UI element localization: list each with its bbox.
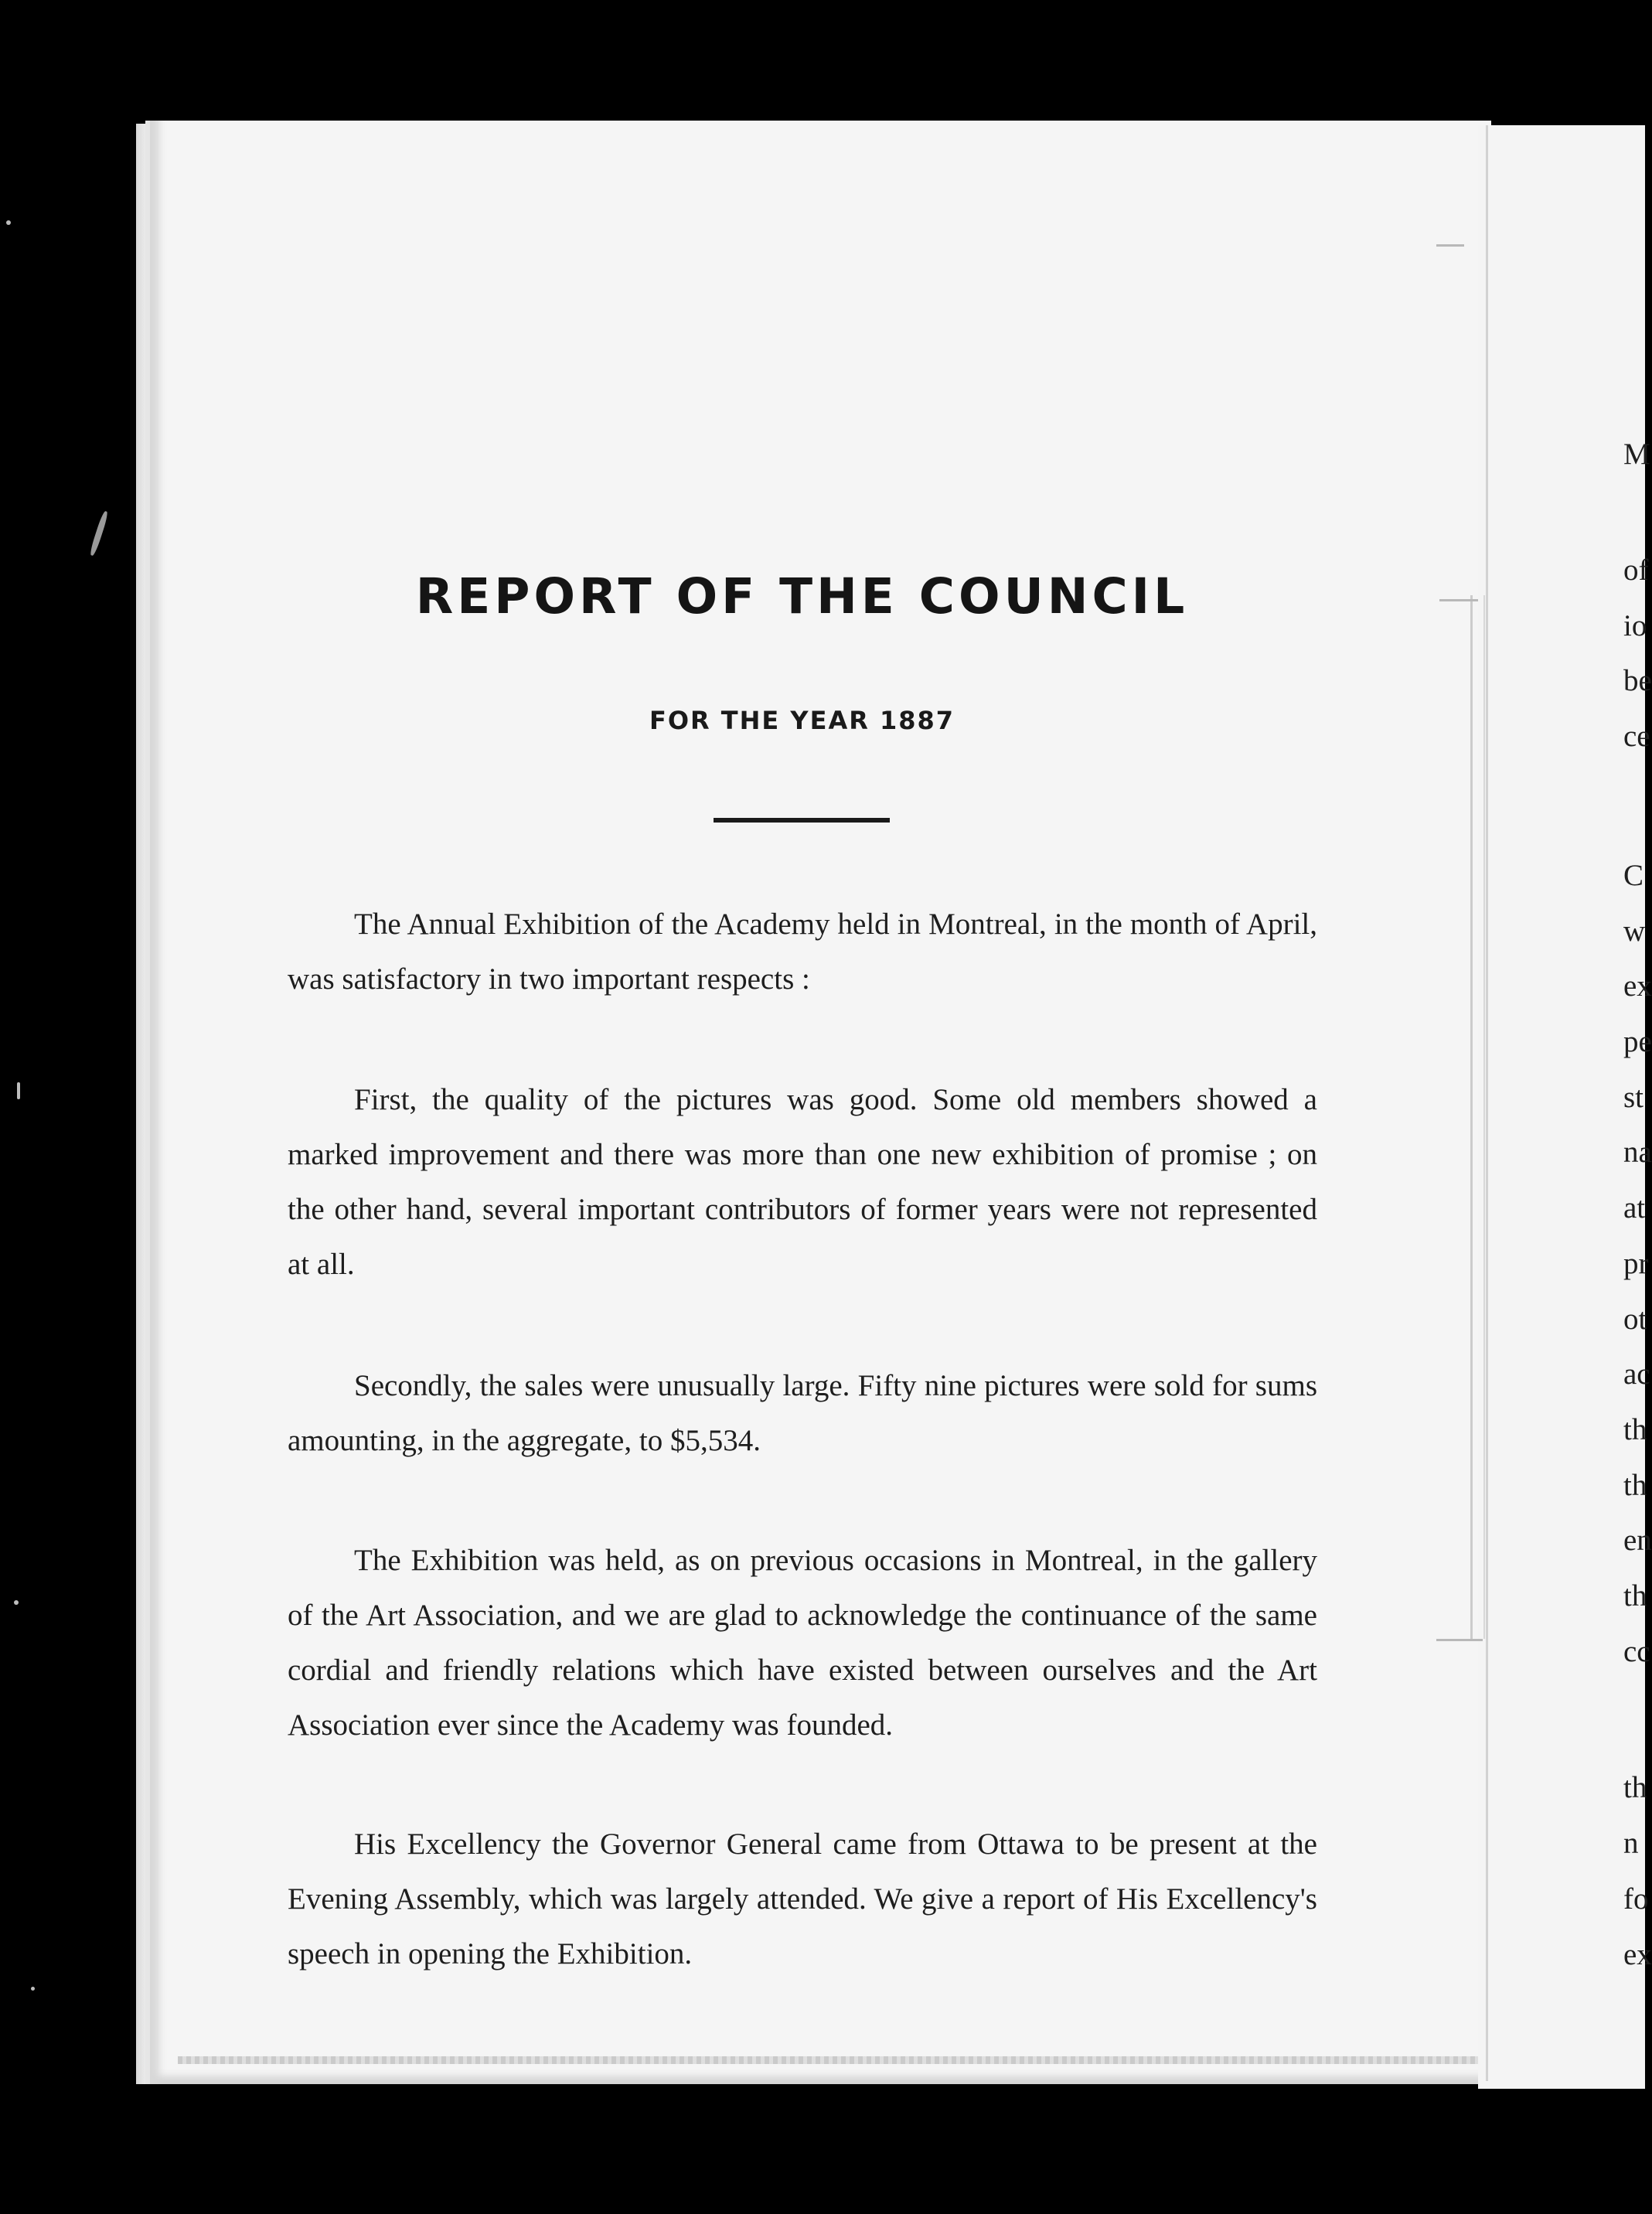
facing-page-fragment: cc	[1623, 1635, 1650, 1668]
facing-page-fragment: of	[1623, 554, 1649, 587]
binding-thread	[1470, 595, 1485, 1639]
facing-page-fragment: be	[1623, 664, 1652, 697]
gutter-mark	[1436, 244, 1464, 247]
facing-page-fragment: n	[1623, 1827, 1639, 1860]
paragraph-sales: Secondly, the sales were unusually large. Fifty nine pictures were sold for sums amounting, in the aggregate, to $5,534.	[288, 1369, 1317, 1457]
facing-page-fragment: na	[1623, 1136, 1652, 1169]
facing-page-fragment: pe	[1623, 1025, 1652, 1058]
facing-page-fragment: fo	[1623, 1882, 1649, 1916]
page-bottom-edge	[178, 2056, 1484, 2064]
facing-page-fragment: ex	[1623, 969, 1652, 1003]
facing-page-fragment: w	[1623, 915, 1646, 948]
gutter-mark	[1439, 599, 1478, 601]
facing-page-fragment: ex	[1623, 1938, 1652, 1971]
facing-page-fragment: C	[1623, 859, 1644, 892]
page-gutter	[1486, 125, 1488, 2081]
facing-page-fragment: en	[1623, 1524, 1652, 1557]
facing-page-fragment: th	[1623, 1469, 1647, 1502]
facing-page-fragment: ac	[1623, 1357, 1650, 1391]
facing-page-fragment: th	[1623, 1413, 1647, 1446]
facing-page	[1478, 125, 1645, 2089]
facing-page-fragment: at	[1623, 1191, 1646, 1225]
paragraph-art-association: The Exhibition was held, as on previous occasions in Montreal, in the gallery of the Art Association, and we are glad to acknowledge the continuance of the same cordial and friendly relations which have existed between ourselves and the Art Association ever since the Academy was founded.	[288, 1544, 1317, 1742]
margin-speck	[14, 1600, 19, 1605]
facing-page-fragment: ce	[1623, 720, 1650, 753]
margin-speck	[6, 220, 11, 225]
facing-page-fragment: pr	[1623, 1247, 1649, 1280]
facing-page-fragment: th	[1623, 1579, 1647, 1613]
facing-page-fragment: ot	[1623, 1303, 1647, 1336]
gutter-mark	[1436, 1639, 1483, 1641]
facing-page-fragment: st	[1623, 1081, 1644, 1114]
paragraph-governor-general: His Excellency the Governor General came from Ottawa to be present at the Evening Assembly, which was largely attended. We give a report of His Excellency's speech in opening the Exhibition.	[288, 1827, 1317, 1970]
report-title: REPORT OF THE COUNCIL	[415, 568, 1189, 625]
paragraph-quality-of-pictures: First, the quality of the pictures was good. Some old members showed a marked improvement and there was more than one new exhibition of promise ; on the other hand, several important contributors of former years were not represented at all.	[288, 1083, 1317, 1281]
facing-page-fragment: M	[1623, 438, 1650, 471]
facing-page-fragment: io	[1623, 609, 1647, 642]
margin-speck	[89, 510, 109, 557]
report-subtitle: FOR THE YEAR 1887	[649, 706, 955, 735]
facing-page-fragment: th	[1623, 1771, 1647, 1804]
title-divider-rule	[714, 818, 890, 823]
margin-speck	[31, 1987, 35, 1991]
paragraph-annual-exhibition: The Annual Exhibition of the Academy held in Montreal, in the month of April, was satisfactory in two important respects :	[288, 908, 1317, 996]
margin-speck	[17, 1082, 20, 1099]
